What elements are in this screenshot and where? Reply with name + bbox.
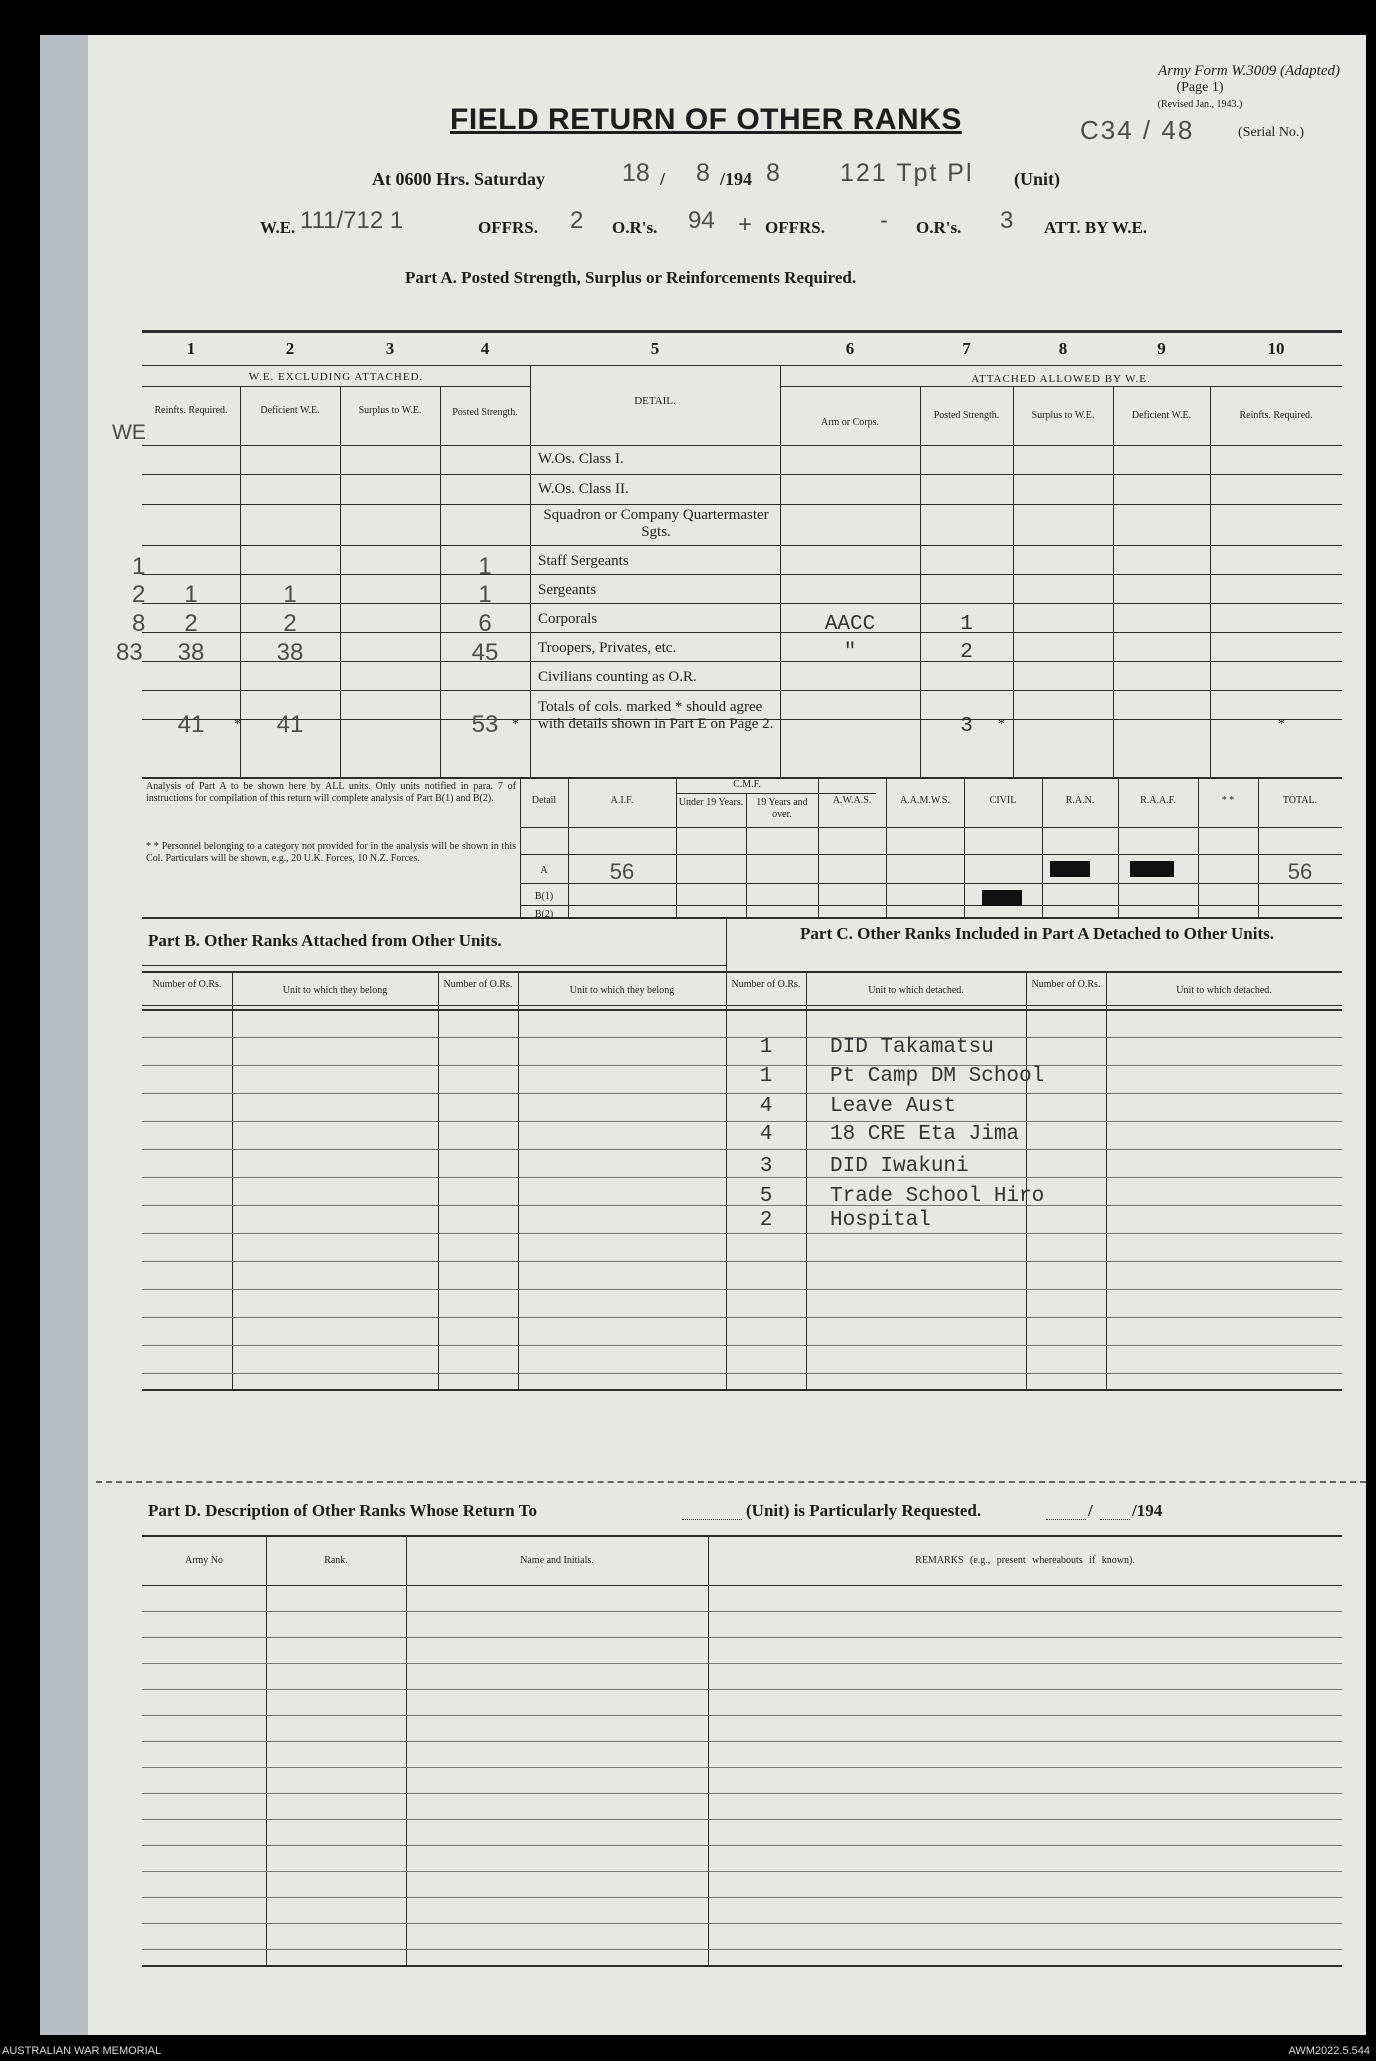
c7-corporals: 1 (960, 613, 973, 636)
detail-civilians: Civilians counting as O.R. (538, 669, 697, 685)
part-b-unit-header-2: Unit to which they belong (569, 985, 675, 996)
serial-number-label: (Serial No.) (1238, 125, 1305, 140)
group-header-attached: ATTACHED ALLOWED BY W.E. (971, 373, 1151, 385)
analysis-row-a: A (540, 865, 548, 876)
offrs-value-2: - (880, 207, 888, 234)
ruled-line (142, 1689, 1342, 1690)
month-value: 8 (696, 159, 710, 187)
ruled-line (142, 1949, 1342, 1950)
part-d-army-no-header: Army No (184, 1555, 224, 1566)
part-c-unit-header-2: Unit to which detached. (1176, 985, 1272, 996)
fold-line (96, 1481, 1366, 1483)
col-number-1: 1 (186, 339, 196, 358)
col-number-10: 10 (1267, 339, 1285, 358)
header-reinfts-required: Reinfts. Required. (154, 405, 228, 416)
part-c-title: Part C. Other Ranks Included in Part A Detached to Other Units. (800, 924, 1274, 943)
header-deficient-we-att: Deficient W.E. (1131, 410, 1192, 421)
c1-troopers: 38 (177, 639, 205, 666)
ruled-line (142, 1897, 1342, 1898)
we-label: W.E. (260, 218, 296, 237)
ors-label: O.R's. (612, 218, 658, 237)
we-margin-note: WE (112, 421, 146, 444)
part-c-entry-7-number: 2 (759, 1209, 773, 1232)
col-number-7: 7 (962, 339, 971, 358)
c2-troopers: 38 (276, 639, 304, 666)
analysis-raaf-header: R.A.A.F. (1140, 795, 1176, 806)
ruled-line (142, 1845, 1342, 1846)
star-c1: * (234, 717, 241, 732)
ors-value: 94 (688, 207, 715, 234)
part-d-title: Part D. Description of Other Ranks Whose Return To (148, 1501, 537, 1520)
ruled-line (142, 1741, 1342, 1742)
star-c7: * (998, 717, 1005, 732)
analysis-under19-header: Under 19 Years. (678, 797, 744, 808)
ruled-line (142, 1871, 1342, 1872)
detail-sqn-qm-sgts: Squadron or Company Quartermaster Sgts. (543, 507, 769, 540)
analysis-total-header: TOTAL. (1282, 795, 1318, 806)
detail-wos-class-1: W.Os. Class I. (538, 451, 624, 467)
part-d-month-blank (1100, 1505, 1130, 1520)
part-c-entry-4-number: 4 (759, 1123, 773, 1146)
total-c4: 53 (471, 711, 499, 738)
analysis-row-b2: B(2) (534, 909, 554, 920)
col-number-6: 6 (845, 339, 855, 358)
unit-value: 121 Tpt Pl (840, 159, 974, 187)
ruled-line (142, 1663, 1342, 1664)
we-troopers: 83 (116, 639, 143, 666)
ruled-line (142, 1373, 1342, 1374)
part-c-entry-5-number: 3 (759, 1155, 773, 1178)
year-prefix: /194 (720, 169, 753, 189)
we-value: 111/712 1 (300, 207, 404, 234)
analysis-note-1: Analysis of Part A to be shown here by ALL units. Only units notified in para. 7 of instructions for compilation of this return will complete analysis of Part B(1) and B(2). (146, 781, 516, 804)
c4-troopers: 45 (471, 639, 499, 666)
part-b-title: Part B. Other Ranks Attached from Other Units. (148, 931, 502, 950)
star-c4: * (512, 717, 519, 732)
part-c-entry-5-unit: DID Iwakuni (830, 1155, 969, 1178)
part-c-entry-6-number: 5 (759, 1185, 773, 1208)
analysis-detail-header: Detail (531, 795, 557, 806)
ruled-line (142, 1093, 1342, 1094)
ors-label-2: O.R's. (916, 218, 962, 237)
col-number-2: 2 (285, 339, 295, 358)
analysis-other-header: * * (1221, 795, 1235, 806)
ruled-line (142, 1233, 1342, 1234)
part-b-unit-header-1: Unit to which they belong (282, 985, 388, 996)
offrs-label-2: OFFRS. (765, 218, 825, 237)
analysis-ran-header: R.A.N. (1065, 795, 1095, 806)
ruled-line (142, 1767, 1342, 1768)
redaction-civil (982, 890, 1022, 906)
detail-sergeants: Sergeants (538, 582, 597, 598)
ruled-line (142, 1261, 1342, 1262)
header-posted-strength: Posted Strength. (452, 407, 518, 418)
redaction-raaf (1130, 861, 1174, 877)
analysis-awas-header: A.W.A.S. (832, 795, 872, 806)
part-c-entry-2-number: 1 (759, 1065, 773, 1088)
binding-strip (40, 35, 88, 2035)
revised-label: (Revised Jan., 1943.) (1157, 99, 1243, 110)
ruled-line (142, 1637, 1342, 1638)
col-number-9: 9 (1157, 339, 1166, 358)
ruled-line (142, 1289, 1342, 1290)
analysis-aamws-header: A.A.M.W.S. (900, 795, 950, 806)
c2-sergeants: 1 (283, 581, 297, 608)
form-sheet: Army Form W.3009 (Adapted) (Page 1) (Revised Jan., 1943.) C34 / 48 (Serial No.) FIELD RETURN OF OTHER RANKS At 0600 Hrs. Saturday 18 / 8 /194 8 121 Tpt Pl (Unit) W.E. 111/712 1 OFFRS. 2 O.R's. 94 + OFFRS. - O.R's. 3 ATT. BY W.E. Part A. Posted Strength, Surplus or Reinforcements Required. 1 2 3 4 5 6 7 8 9 10 W.E. EXCLUDING ATTACHED. ATTACHED ALLOWED BY W.E. DETAIL. Reinfts. Required. Deficient W.E. Surplus to W.E. Posted Strength. Arm or Corps. Posted Strength. Surplus to W.E. Deficient W.E. Reinfts. Required. WE W.Os. Class I. W.Os. Class II. Squadron or Company Quartermaster Sgts. Staff Sergeants Sergeants Corporals Troopers, Privates, etc. Civilians counting as O.R. Totals of cols. marked * should agree with details shown in Part E on Page 2. 1 2 8 83 1 2 38 1 2 38 1 1 6 45 AACC " 1 2 41 * 41 53 * 3 * * Analysis of Part A to be shown here by ALL units. Only units notified in para. 7 of instructions for compilation of this return will complete analysis of Part B(1) and B(2). * * Personnel belonging to a category not provided for in the analysis will be shown in this Col. Particulars will be shown, e.g., 20 U.K. Forces, 10 N.Z. Forces. Detail A.I.F. C.M.F. Under 19 Years. 19 Years and over. A.W.A.S. A.A.M.W.S. CIVIL R.A.N. R.A.A.F. * * TOTAL. A B(1) B(2) 56 56 Part B. Other Ranks Attached from Other Units. Part C. Other Ranks Included in Part A Detached to Other Units. Number of O.Rs. Unit to which they belong Number of O.Rs. Unit to which they belong Number of O.Rs. Unit to which detached. Number of O.Rs. Unit to which detached. 1 DID Takamatsu 1 Pt Camp DM School 4 Leave Aust 4 18 CRE Eta Jima 3 DID Iwakuni 5 Trade School Hiro 2 Hospital Part D. Description of Other Ranks Whose Return To (Unit) is Particularly Requested. / /194 Army No Rank. Name and Initials. REMARKS (e.g., present whereabouts if known). (40, 35, 1366, 2035)
part-d-date-blank (1046, 1505, 1086, 1520)
total-c2: 41 (276, 711, 304, 738)
part-d-remarks-header: REMARKS (e.g., present whereabouts if known). (915, 1555, 1135, 1566)
analysis-over19-header: 19 Years and over. (756, 797, 808, 820)
part-d-title-end: /194 (1132, 1501, 1163, 1520)
part-c-entry-6-unit: Trade School Hiro (830, 1185, 1045, 1208)
part-d-unit-blank (682, 1505, 742, 1520)
detail-totals: Totals of cols. marked * should agree with details shown in Part E on Page 2. (538, 699, 774, 732)
header-deficient-we: Deficient W.E. (260, 405, 320, 416)
analysis-a-aif: 56 (609, 859, 635, 884)
detail-header: DETAIL. (634, 395, 676, 407)
ruled-line (142, 1611, 1342, 1612)
part-c-unit-header-1: Unit to which detached. (868, 985, 964, 996)
c6-troopers: " (843, 641, 857, 664)
c6-corporals: AACC (824, 613, 876, 636)
ruled-line (142, 1149, 1342, 1150)
total-c1: 41 (177, 711, 205, 738)
detail-troopers: Troopers, Privates, etc. (538, 640, 677, 656)
year-digit: 8 (766, 159, 780, 187)
part-b-num-header-1: Number of O.Rs. (152, 979, 222, 990)
analysis-civil-header: CIVIL (989, 795, 1017, 806)
part-c-entry-3-number: 4 (759, 1095, 773, 1118)
ruled-line (142, 1345, 1342, 1346)
detail-corporals: Corporals (538, 611, 598, 627)
group-header-we-excluding: W.E. EXCLUDING ATTACHED. (248, 371, 424, 383)
analysis-note-2: * * Personnel belonging to a category not provided for in the analysis will be shown in this Col. Particulars will be shown, e.g., 20 U.K. Forces, 10 N.Z. Forces. (146, 841, 516, 864)
redaction-ran (1050, 861, 1090, 877)
part-c-num-header-2: Number of O.Rs. (1031, 979, 1101, 990)
offrs-label: OFFRS. (478, 218, 538, 237)
page-label: (Page 1) (1176, 80, 1224, 95)
unit-label: (Unit) (1014, 169, 1060, 189)
analysis-cmf-header: C.M.F. (733, 779, 761, 790)
army-form-label: Army Form W.3009 (Adapted) (1158, 63, 1340, 79)
col-number-5: 5 (650, 339, 660, 358)
c4-corporals: 6 (478, 610, 492, 637)
ors-value-2: 3 (1000, 207, 1014, 234)
ruled-line (142, 1121, 1342, 1122)
part-a-title: Part A. Posted Strength, Surplus or Reinforcements Required. (405, 268, 857, 287)
col-number-3: 3 (385, 339, 395, 358)
part-c-entry-3-unit: Leave Aust (830, 1095, 957, 1118)
part-d-rank-header: Rank. (324, 1555, 348, 1566)
analysis-a-total: 56 (1287, 859, 1313, 884)
ruled-line (142, 1923, 1342, 1924)
footer-left-text: AUSTRALIAN WAR MEMORIAL (2, 2045, 162, 2057)
att-label: ATT. BY W.E. (1044, 218, 1148, 237)
header-reinfts-required-att: Reinfts. Required. (1239, 410, 1313, 421)
header-surplus-we: Surplus to W.E. (358, 405, 422, 416)
date-line-prefix: At 0600 Hrs. Saturday (372, 169, 546, 189)
ruled-line (142, 1317, 1342, 1318)
c1-sergeants: 1 (184, 581, 198, 608)
total-c7: 3 (960, 715, 973, 738)
ruled-line (142, 1793, 1342, 1794)
part-c-entry-2-unit: Pt Camp DM School (830, 1065, 1045, 1088)
part-b-num-header-2: Number of O.Rs. (443, 979, 513, 990)
detail-staff-sergeants: Staff Sergeants (538, 553, 629, 569)
day-value: 18 (622, 159, 650, 187)
col-number-4: 4 (480, 339, 490, 358)
c4-sergeants: 1 (478, 581, 492, 608)
header-surplus-we-att: Surplus to W.E. (1031, 410, 1095, 421)
we-sergeants: 2 (132, 581, 146, 608)
plus-sign: + (738, 211, 753, 238)
serial-number-value: C34 / 48 (1080, 115, 1195, 145)
col-number-8: 8 (1058, 339, 1068, 358)
c1-corporals: 2 (184, 610, 198, 637)
header-arm-corps: Arm or Corps. (820, 417, 880, 428)
c7-troopers: 2 (960, 641, 973, 664)
header-posted-strength-att: Posted Strength. (933, 410, 1000, 421)
part-c-entry-1-number: 1 (759, 1036, 773, 1059)
offrs-value: 2 (570, 207, 584, 234)
part-c-entry-1-unit: DID Takamatsu (830, 1036, 994, 1059)
footer-right-text: AWM2022.5.544 (1288, 2045, 1370, 2057)
ruled-line (142, 1715, 1342, 1716)
c2-corporals: 2 (283, 610, 297, 637)
part-c-num-header-1: Number of O.Rs. (731, 979, 801, 990)
c4-staff-sergeants: 1 (478, 553, 492, 580)
page-title: FIELD RETURN OF OTHER RANKS (450, 103, 962, 136)
part-d-title-mid: (Unit) is Particularly Requested. (746, 1501, 982, 1520)
detail-wos-class-2: W.Os. Class II. (538, 481, 629, 497)
star-c10: * (1278, 717, 1285, 732)
part-c-entry-4-unit: 18 CRE Eta Jima (830, 1123, 1020, 1146)
we-staff-sergeants: 1 (132, 553, 146, 580)
analysis-aif-header: A.I.F. (610, 795, 634, 806)
part-d-name-header: Name and Initials. (520, 1555, 594, 1566)
analysis-row-b1: B(1) (534, 891, 554, 902)
part-c-entry-7-unit: Hospital (830, 1209, 931, 1232)
ruled-line (142, 1819, 1342, 1820)
we-corporals: 8 (132, 610, 146, 637)
